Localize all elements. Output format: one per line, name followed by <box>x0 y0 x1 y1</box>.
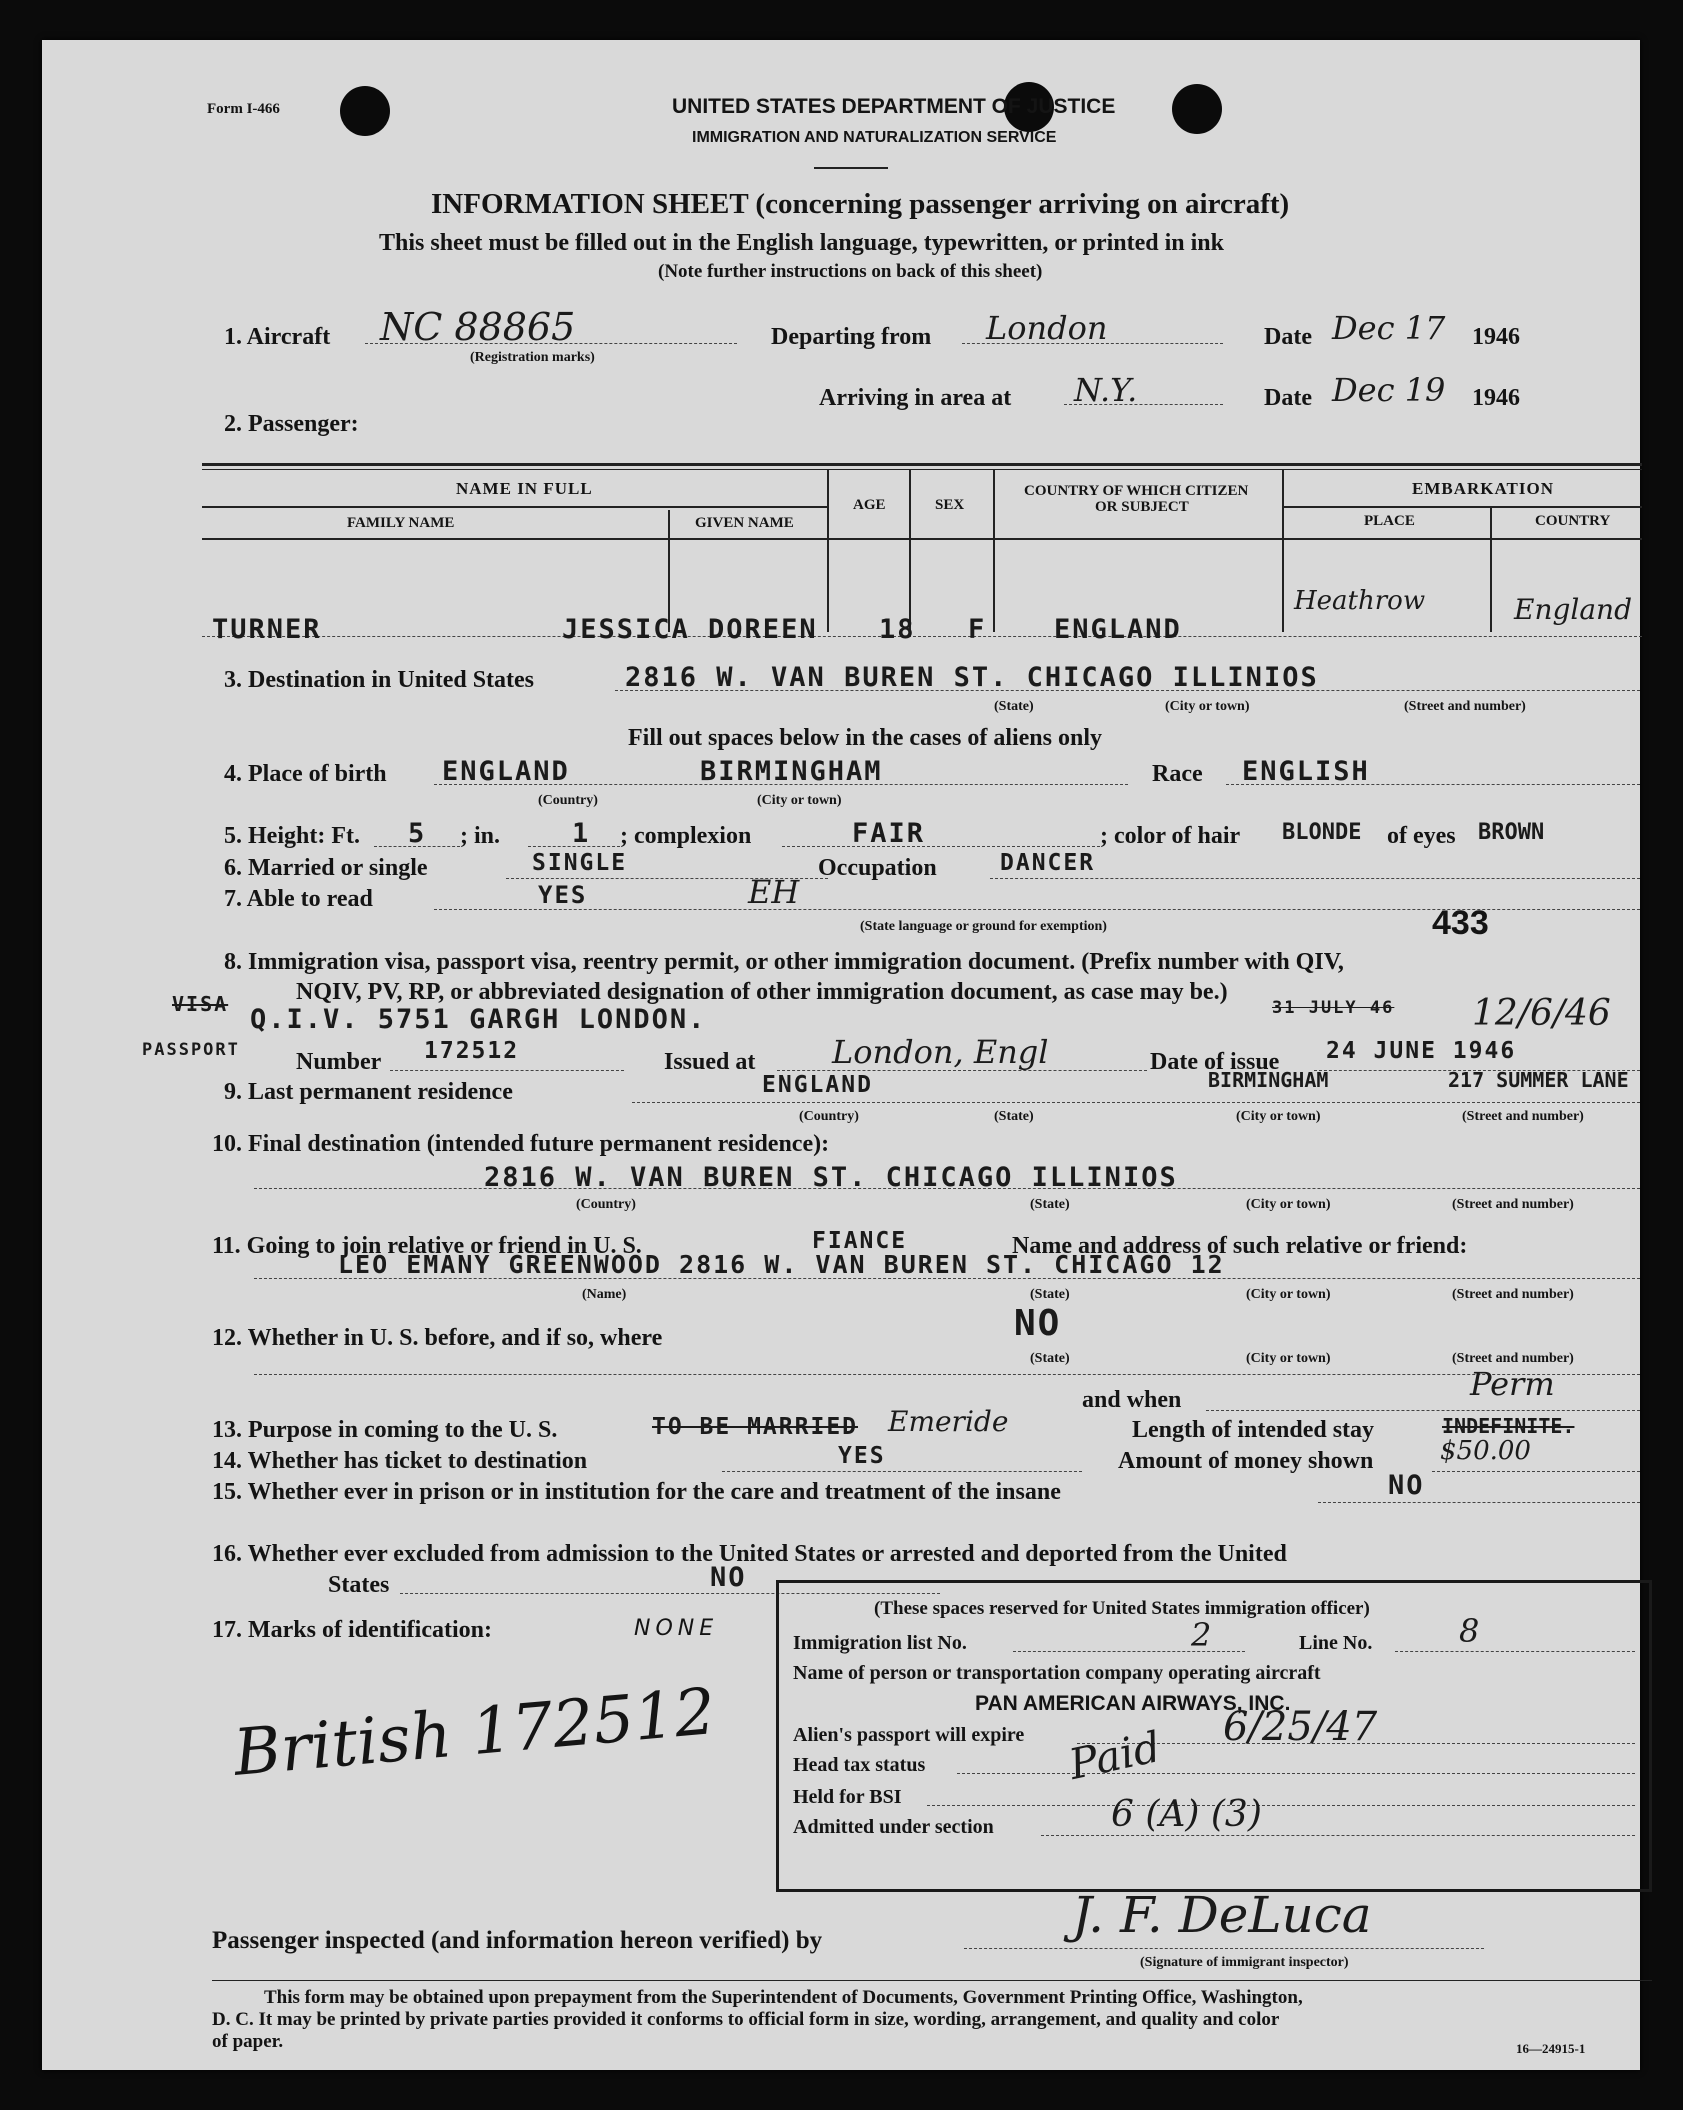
immigration-doc-line2: NQIV, PV, RP, or abbreviated designation of other immigration document, as case may be.) <box>296 979 1228 1005</box>
purpose-value[interactable]: TO BE MARRIED <box>652 1414 859 1440</box>
before-label: 12. Whether in U. S. before, and if so, where <box>212 1325 663 1351</box>
issued-value[interactable]: London, Engl <box>832 1033 1049 1071</box>
residence-cap-state: (State) <box>994 1109 1034 1124</box>
race-label: Race <box>1152 761 1203 787</box>
stay-value[interactable]: INDEFINITE. <box>1442 1414 1575 1438</box>
before-cap-city: (City or town) <box>1246 1351 1331 1366</box>
stay-label: Length of intended stay <box>1132 1417 1375 1443</box>
money-label: Amount of money shown <box>1118 1448 1374 1474</box>
cell-sex[interactable]: F <box>968 614 987 645</box>
before-value[interactable]: NO <box>1014 1303 1062 1344</box>
issue-date-label: Date of issue <box>1150 1049 1280 1075</box>
footer-rule <box>212 1980 1652 1981</box>
when-label: and when <box>1082 1387 1182 1413</box>
form-subtitle: This sheet must be filled out in the English language, typewritten, or printed in ink <box>379 230 1224 256</box>
birthplace-cap-city: (City or town) <box>757 793 842 808</box>
final-cap-state: (State) <box>1030 1197 1070 1212</box>
header-country: COUNTRY <box>1535 513 1611 529</box>
aircraft-value[interactable]: NC 88865 <box>380 305 576 349</box>
excluded-label-1: 16. Whether ever excluded from admission to the United States or arrested and deported from the United <box>212 1541 1287 1567</box>
occupation-label: Occupation <box>818 855 937 881</box>
list-number-label: Immigration list No. <box>793 1632 967 1654</box>
aircraft-label: 1. Aircraft <box>224 324 331 350</box>
table-hline-emb <box>1282 506 1642 508</box>
height-in-label: ; in. <box>460 823 501 849</box>
before-line <box>254 1374 1640 1375</box>
birthplace-label: 4. Place of birth <box>224 761 387 787</box>
number-value[interactable]: 172512 <box>424 1038 520 1064</box>
head-tax-label: Head tax status <box>793 1754 926 1776</box>
table-vline-5 <box>1282 470 1284 632</box>
footer-code: 16—24915-1 <box>1516 2041 1586 2056</box>
before-cap-state: (State) <box>1030 1351 1070 1366</box>
issued-label: Issued at <box>664 1049 756 1075</box>
table-top-rule <box>202 463 1642 466</box>
cell-family-name[interactable]: TURNER <box>212 614 322 645</box>
occupation-line <box>990 878 1640 879</box>
residence-cap-street: (Street and number) <box>1462 1109 1584 1124</box>
ticket-label: 14. Whether has ticket to destination <box>212 1448 588 1474</box>
bsi-line <box>927 1805 1635 1806</box>
hair-value[interactable]: BLONDE <box>1282 820 1362 845</box>
section-value[interactable]: 6 (A) (3) <box>1111 1794 1262 1835</box>
number-label: Number <box>296 1049 382 1075</box>
height-ft-value[interactable]: 5 <box>408 818 427 849</box>
birthplace-country[interactable]: ENGLAND <box>442 756 570 787</box>
form-note: (Note further instructions on back of this sheet) <box>658 261 1043 282</box>
relative-cap-city: (City or town) <box>1246 1287 1331 1302</box>
expire-label: Alien's passport will expire <box>793 1724 1025 1746</box>
inspected-line <box>964 1948 1484 1949</box>
relative-cap-street: (Street and number) <box>1452 1287 1574 1302</box>
head-tax-line <box>957 1773 1635 1774</box>
excluded-label-2: States <box>328 1572 390 1598</box>
married-value[interactable]: SINGLE <box>532 850 628 876</box>
cell-place[interactable]: Heathrow <box>1294 586 1426 616</box>
destination-label: 3. Destination in United States <box>224 667 535 693</box>
marks-value[interactable]: NONE <box>634 1616 719 1641</box>
head-tax-value[interactable]: Paid <box>1064 1722 1165 1790</box>
form-title: INFORMATION SHEET (concerning passenger arriving on aircraft) <box>431 188 1290 220</box>
occupation-value[interactable]: DANCER <box>1000 850 1096 876</box>
form-sheet <box>42 40 1640 2070</box>
visa-note: 31 JULY 46 <box>1272 998 1395 1018</box>
header-family-name: FAMILY NAME <box>347 515 455 531</box>
cell-emb-country[interactable]: England <box>1514 593 1633 626</box>
residence-country[interactable]: ENGLAND <box>762 1072 873 1098</box>
date-label: Date <box>1264 324 1312 350</box>
final-cap-street: (Street and number) <box>1452 1197 1574 1212</box>
line-number-value[interactable]: 8 <box>1459 1612 1480 1650</box>
complexion-value[interactable]: FAIR <box>852 818 926 849</box>
residence-line <box>632 1102 1640 1103</box>
birthplace-city[interactable]: BIRMINGHAM <box>700 756 883 787</box>
height-label: 5. Height: Ft. <box>224 823 360 849</box>
prison-label: 15. Whether ever in prison or in institution for the care and treatment of the insane <box>212 1479 1061 1505</box>
arriving-value[interactable]: N.Y. <box>1074 371 1138 409</box>
header-country-line2: OR SUBJECT <box>1095 499 1189 515</box>
relative-cap-state: (State) <box>1030 1287 1070 1302</box>
relative-label: 11. Going to join relative or friend in U. S. <box>212 1233 642 1259</box>
birthplace-cap-country: (Country) <box>538 793 598 808</box>
ticket-line <box>722 1471 1082 1472</box>
arriving-label: Arriving in area at <box>819 385 1012 411</box>
final-cap-city: (City or town) <box>1246 1197 1331 1212</box>
header-embarkation: EMBARKATION <box>1412 479 1554 498</box>
when-value[interactable]: Perm <box>1470 1365 1555 1403</box>
prison-line <box>1318 1502 1640 1503</box>
before-cap-street: (Street and number) <box>1452 1351 1574 1366</box>
height-in-value[interactable]: 1 <box>572 818 591 849</box>
cell-citizen[interactable]: ENGLAND <box>1054 614 1182 645</box>
footer-line1: This form may be obtained upon prepayment from the Superintendent of Documents, Government Printing Office, Washington, <box>264 1987 1303 2008</box>
hair-label: ; color of hair <box>1100 823 1241 849</box>
residence-street[interactable]: 217 SUMMER LANE <box>1448 1068 1629 1092</box>
relative-relation[interactable]: FIANCE <box>812 1228 908 1254</box>
header-age: AGE <box>853 497 886 513</box>
date-year[interactable]: 1946 <box>1472 324 1520 350</box>
read-label: 7. Able to read <box>224 886 373 912</box>
residence-label: 9. Last permanent residence <box>224 1079 513 1105</box>
british-passport-note: British 172512 <box>230 1675 719 1791</box>
passenger-table <box>202 470 1642 645</box>
line-number-line <box>1395 1651 1635 1652</box>
ticket-value[interactable]: YES <box>838 1443 886 1469</box>
stamp-433: 433 <box>1432 904 1489 942</box>
excluded-value[interactable]: NO <box>710 1562 747 1593</box>
header-given-name: GIVEN NAME <box>695 515 794 531</box>
final-destination-label: 10. Final destination (intended future permanent residence): <box>212 1131 830 1157</box>
destination-value[interactable]: 2816 W. VAN BUREN ST. CHICAGO ILLINIOS <box>625 662 1319 693</box>
departing-label: Departing from <box>771 324 932 350</box>
registration-caption: (Registration marks) <box>470 350 595 365</box>
section-label: Admitted under section <box>793 1816 994 1838</box>
race-value[interactable]: ENGLISH <box>1242 756 1370 787</box>
complexion-label: ; complexion <box>620 823 752 849</box>
relative-name-label: Name and address of such relative or friend: <box>1012 1233 1468 1259</box>
eyes-value[interactable]: BROWN <box>1478 820 1545 845</box>
punch-hole-left <box>340 86 390 136</box>
destination-cap-state: (State) <box>994 699 1034 714</box>
table-hline-name <box>202 506 827 508</box>
line-number-label: Line No. <box>1299 1632 1373 1654</box>
footer-line2: D. C. It may be printed by private parties provided it conforms to official form in size, wording, arrangement, and quality and color <box>212 2009 1280 2030</box>
department-name: UNITED STATES DEPARTMENT OF JUSTICE <box>672 95 1116 118</box>
footer-line3: of paper. <box>212 2031 284 2052</box>
punch-hole-right <box>1172 84 1222 134</box>
residence-cap-city: (City or town) <box>1236 1109 1321 1124</box>
header-country-line1: COUNTRY OF WHICH CITIZEN <box>1024 483 1249 499</box>
final-destination-value[interactable]: 2816 W. VAN BUREN ST. CHICAGO ILLINIOS <box>484 1162 1178 1193</box>
money-value[interactable]: $50.00 <box>1440 1436 1531 1466</box>
eyes-label: of eyes <box>1387 823 1456 849</box>
cell-given-name[interactable]: JESSICA DOREEN <box>562 614 818 645</box>
header-name-in-full: NAME IN FULL <box>456 479 593 498</box>
issue-date-value[interactable]: 24 JUNE 1946 <box>1326 1038 1517 1064</box>
complexion-line <box>782 846 1100 847</box>
marks-label: 17. Marks of identification: <box>212 1617 492 1643</box>
side-note-visa: VISA <box>172 992 229 1016</box>
read-caption: (State language or ground for exemption) <box>860 919 1107 934</box>
visa-value[interactable]: Q.I.V. 5751 GARGH LONDON. <box>250 1004 707 1035</box>
purpose-extra: Emeride <box>888 1405 1009 1438</box>
table-vline-3 <box>909 470 911 632</box>
passenger-label: 2. Passenger: <box>224 411 359 437</box>
money-line <box>1432 1471 1640 1472</box>
inspector-signature: J. F. DeLuca <box>1072 1886 1372 1944</box>
date2-value[interactable]: Dec 19 <box>1332 371 1446 409</box>
official-box-title: (These spaces reserved for United States immigration officer) <box>874 1598 1370 1619</box>
inspected-caption: (Signature of immigrant inspector) <box>1140 1955 1349 1970</box>
married-label: 6. Married or single <box>224 855 428 881</box>
official-use-box <box>776 1580 1652 1892</box>
form-number: Form I-466 <box>207 101 280 117</box>
immigration-doc-line1: 8. Immigration visa, passport visa, reentry permit, or other immigration document. (Prefix number with QIV, <box>224 949 1344 975</box>
purpose-label: 13. Purpose in coming to the U. S. <box>212 1417 558 1443</box>
table-vline-4 <box>993 470 995 632</box>
header-rule <box>814 167 888 169</box>
residence-city[interactable]: BIRMINGHAM <box>1208 1068 1329 1092</box>
expire-value[interactable]: 6/25/47 <box>1223 1704 1378 1750</box>
date2-label: Date <box>1264 385 1312 411</box>
visa-date[interactable]: 12/6/46 <box>1472 993 1611 1034</box>
aliens-only-heading: Fill out spaces below in the cases of aliens only <box>628 725 1103 751</box>
table-hline-mid <box>202 538 1642 540</box>
section-line <box>1041 1835 1635 1836</box>
table-bottom-line <box>202 636 1642 637</box>
bsi-label: Held for BSI <box>793 1786 902 1808</box>
residence-cap-country: (Country) <box>799 1109 859 1124</box>
service-name: IMMIGRATION AND NATURALIZATION SERVICE <box>692 129 1057 146</box>
departing-value[interactable]: London <box>986 309 1108 347</box>
list-number-value[interactable]: 2 <box>1191 1616 1212 1654</box>
destination-cap-street: (Street and number) <box>1404 699 1526 714</box>
operator-value[interactable]: PAN AMERICAN AIRWAYS, INC. <box>975 1692 1291 1715</box>
relative-value[interactable]: LEO EMANY GREENWOOD 2816 W. VAN BUREN ST. CHICAGO 12 <box>338 1250 1225 1279</box>
destination-cap-city: (City or town) <box>1165 699 1250 714</box>
relative-cap-name: (Name) <box>582 1287 627 1302</box>
final-cap-country: (Country) <box>576 1197 636 1212</box>
read-value[interactable]: YES <box>538 881 588 909</box>
table-vline-6 <box>1490 506 1492 632</box>
header-sex: SEX <box>935 497 965 513</box>
when-line <box>1206 1410 1640 1411</box>
prison-value[interactable]: NO <box>1388 1470 1425 1501</box>
cell-age[interactable]: 18 <box>879 614 916 645</box>
date2-year[interactable]: 1946 <box>1472 385 1520 411</box>
read-language[interactable]: EH <box>748 873 800 911</box>
side-note-passport: PASSPORT <box>142 1040 240 1060</box>
table-vline-2 <box>827 470 829 632</box>
operator-label: Name of person or transportation company operating aircraft <box>793 1662 1321 1684</box>
number-line <box>390 1070 624 1071</box>
header-place: PLACE <box>1364 513 1415 529</box>
inspected-label: Passenger inspected (and information hereon verified) by <box>212 1927 823 1954</box>
date-value[interactable]: Dec 17 <box>1332 309 1446 347</box>
